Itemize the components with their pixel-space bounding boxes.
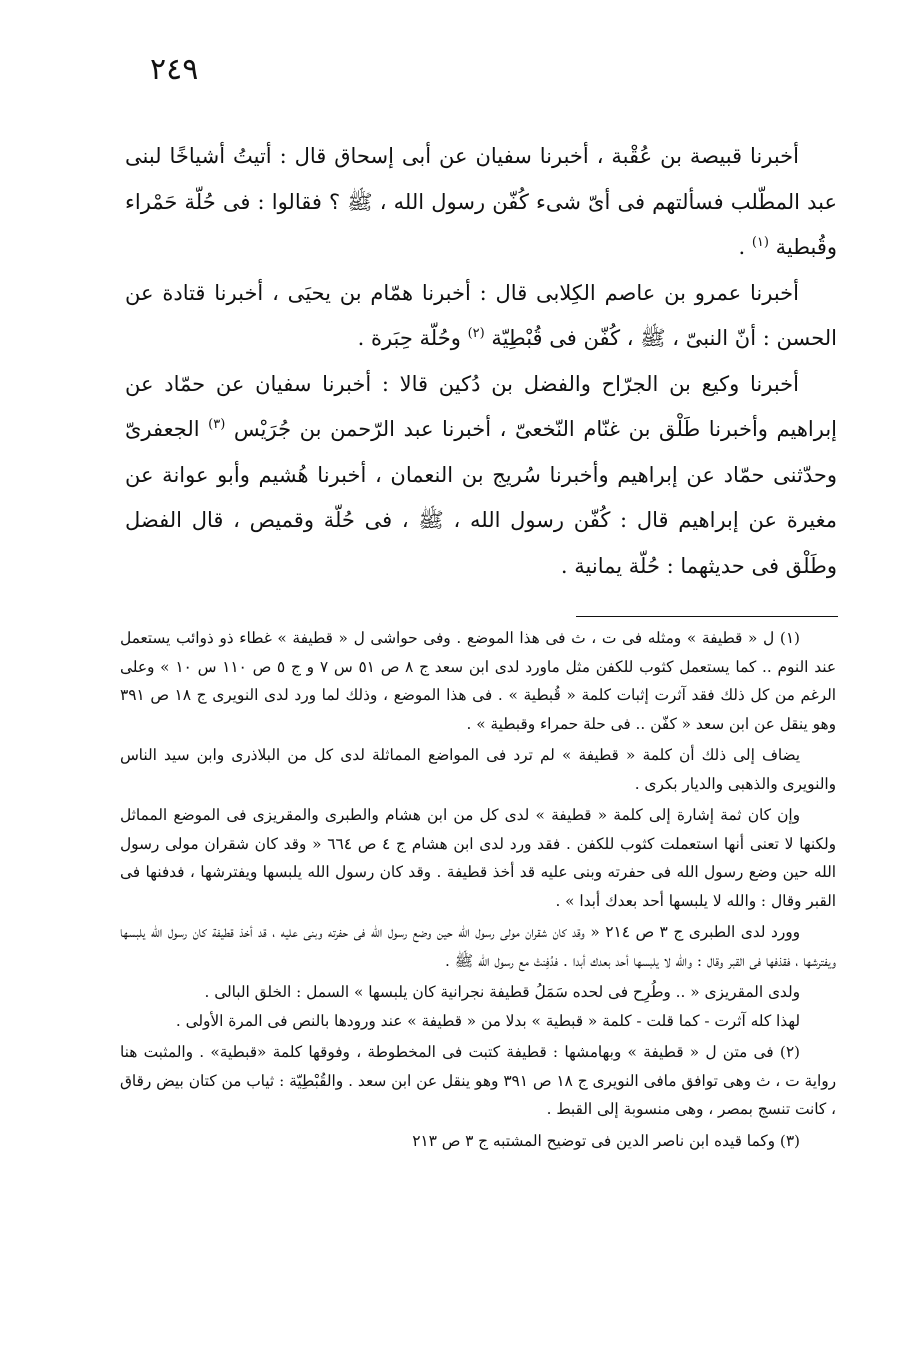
footnotes [120,624,836,1155]
page-number: ٢٤٩ [150,52,199,87]
footnote-3: (٣) وكما قيده ابن ناصر الدين فى توضيح المشتبه ج ٣ ص ٢١٣ [412,1131,800,1150]
paragraph-3-end: مغيرة عن إبراهيم قال : كُفّن رسول الله ، ﷺ ، فى حُلّة وقميص ، قال الفضل وطَلْق فى حديثهما : حُلّة يمانية . [125,508,837,578]
paragraph-3-tail: الجعفرىّ وحدّثنى حمّاد عن إبراهيم وأخبرنا سُريج بن النعمان ، أخبرنا هُشيم وأبو عوانة عن [125,417,837,487]
main-text [125,134,837,589]
paragraph-1-text: أخبرنا قبيصة بن عُقْبة ، أخبرنا سفيان عن أبى إسحاق قال : أتيتُ أشياخًا لبنى عبد المطّلب فسألتهم فى أىّ شىء كُفّن رسول الله ، ﷺ ؟ فقالوا : فى حُلّة حَمْراء وقُبطية [125,144,837,259]
paragraph-2-tail: وحُلّة حِبَرة . [357,326,468,350]
paragraph-3 [125,362,837,590]
footnote-1-continuation: وورد لدى الطبرى ج ٣ ص ٢١٤ « وقد كان شقران مولى رسول الله حين وضع رسول الله فى حفرته وبنى عليه ، قد أخذ قطيفة كان رسول الله يلبسها ويفترشها ، فقذفها فى القبر وقال : والله لا يلبسها أحد بعدك أبدا . فدُفِنتْ مع رسول الله ﷺ . [120,923,836,970]
footnote-ref-1: (١) [751,235,769,250]
paragraph-1 [125,134,837,271]
footnote-2: (٢) فى متن ل « قطيفة » وبهامشها : قطيفة كتبت فى المخطوطة ، وفوقها كلمة «قبطية» . والمثبت هنا رواية ت ، ث وهى توافق مافى النويرى ج ١٨ ص ٣٩١ وهو ينقل عن ابن سعد . والقُبْطِيّة : ثياب من كتان بيض رقاق ، كانت تنسج بمصر ، وهى منسوبة إلى القبط . [120,1043,836,1118]
footnote-ref-3: (٣) [208,417,226,432]
footnote-ref-2: (٢) [467,326,485,341]
paragraph-2 [125,271,837,362]
footnote-1-continuation: يضاف إلى ذلك أن كلمة « قطيفة » لم ترد فى المواضع المماثلة لدى كل من البلاذرى وابن سيد الناس والنويرى والذهبى والديار بكرى . [120,746,836,793]
paragraph-1-tail: . [738,235,752,259]
footnote-1: (١) ل « قطيفة » ومثله فى ت ، ث فى هذا الموضع . وفى حواشى ل « قطيفة » غطاء ذو ذوائب يستعمل عند النوم .. كما يستعمل كثوب للكفن مثل ماورد لدى ابن سعد ج ٨ ص ٥١ س ٧ و ج ٥ ص ١١٠ س ١٠ » وعلى الرغم من كل ذلك فقد آثرت إثبات كلمة « قُبطية » . فى هذا الموضع ، وذلك لما ورد لدى النويرى ج ١٨ ص ٣٩١ وهو ينقل عن ابن سعد « كفّن .. فى حلة حمراء وقبطية » . [120,629,837,733]
paragraph-3-text: أخبرنا وكيع بن الجرّاح والفضل بن دُكين قالا : أخبرنا سفيان عن حمّاد عن إبراهيم وأخبرنا طَلْق بن غنّام النّخعىّ ، أخبرنا عبد الرّحمن بن جُرَيْس [125,371,837,441]
footnote-separator [576,616,838,617]
footnote-1-conclusion: لهذا كله آثرت - كما قلت - كلمة « قبطية » بدلا من « قطيفة » عند ورودها بالنص فى المرة الأولى . [175,1011,800,1030]
paragraph-2-text: أخبرنا عمرو بن عاصم الكِلابى قال : أخبرنا همّام بن يحيَى ، أخبرنا قتادة عن الحسن : أنّ النبىّ ، ﷺ ، كُفّن فى قُبْطِيّة [125,280,837,350]
footnote-1-continuation: ولدى المقريزى « .. وطُرِح فى لحده سَمَلُ قطيفة نجرانية كان يلبسها » السمل : الخلق البالى . [204,983,800,1001]
footnote-1-continuation: وإن كان ثمة إشارة إلى كلمة « قطيفة » لدى كل من ابن هشام والطبرى والمقريزى فى الموضع المماثل ولكنها لا تعنى أنها استعملت كثوب للكفن . فقد ورد لدى ابن هشام ج ٤ ص ٦٦٤ « وقد كان شقران مولى رسول الله حين وضع رسول الله فى حفرته وبنى عليه قد أخذ قطيفة . وقد كان رسول الله يلبسها ويفترشها ، فدفنها فى القبر وقال : والله لا يلبسها أحد بعدك أبدا » . [120,806,836,910]
